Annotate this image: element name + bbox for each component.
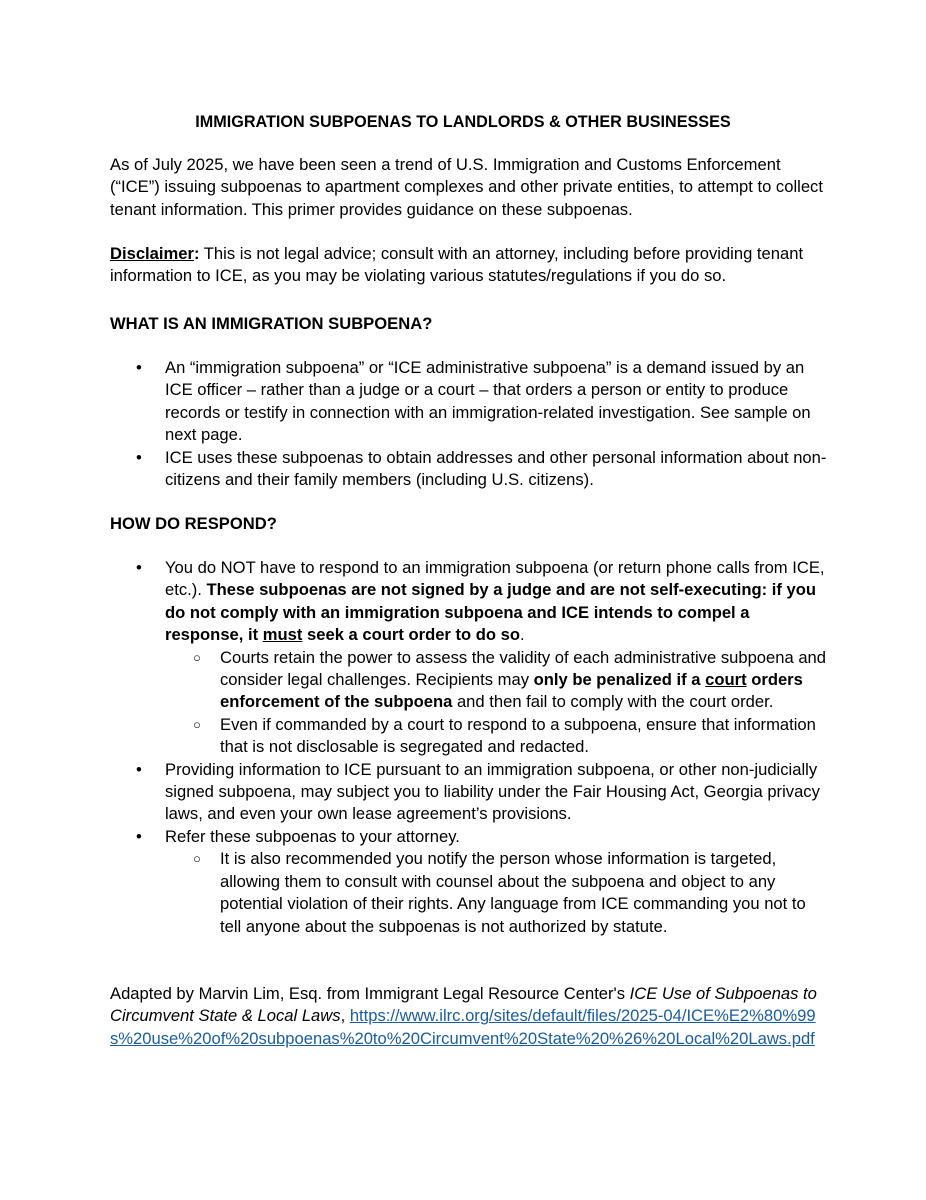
attribution-prefix: Adapted by Marvin Lim, Esq. from Immigrant Legal Resource Center's xyxy=(110,984,630,1003)
section-heading-how-respond: HOW DO RESPOND? xyxy=(110,514,277,533)
list-item: ○ Even if commanded by a court to respond to a subpoena, ensure that information that is not disclosable is segregated and redacted. xyxy=(165,714,830,759)
attribution-paragraph xyxy=(110,983,830,1050)
list-item xyxy=(110,557,830,759)
intro-paragraph: As of July 2025, we have been seen a trend of U.S. Immigration and Customs Enforcement (“ICE”) issuing subpoenas to apartment complexes and other private entities, to attempt to collect tenant information. This primer provides guidance on these subpoenas. xyxy=(110,155,823,219)
list-item: ○ It is also recommended you notify the person whose information is targeted, allowing them to consult with counsel about the subpoena and object to any potential violation of their rights. Any language from ICE commanding you not to tell anyone about the subpoenas is not authorized by statute. xyxy=(165,848,830,938)
courts-court: court xyxy=(705,670,747,690)
respond-must: must xyxy=(262,625,303,645)
section-heading-what-is: WHAT IS AN IMMIGRATION SUBPOENA? xyxy=(110,314,433,333)
list-item: • An “immigration subpoena” or “ICE administrative subpoena” is a demand issued by an ICE officer – rather than a judge or a court – that orders a person or entity to produce records or testify in connection with an immigration-related investigation. See sample on next page. xyxy=(110,357,830,447)
disclaimer-colon: : xyxy=(193,244,200,263)
respond-plain: You do NOT have to respond to an immigration subpoena (or return phone calls from ICE, etc.). xyxy=(165,558,825,600)
what-is-bullet-list xyxy=(110,357,830,491)
respond-bold: These subpoenas are not signed by a judge and are not self-executing: if you do not comply with an immigration subpoena and ICE intends to compel a response, it xyxy=(165,580,816,645)
courts-plain: Courts retain the power to assess the validity of each administrative subpoena and consider legal challenges. Recipients may xyxy=(220,647,827,690)
list-item: • ICE uses these subpoenas to obtain addresses and other personal information about non-citizens and their family members (including U.S. citizens). xyxy=(110,447,830,492)
document-title: IMMIGRATION SUBPOENAS TO LANDLORDS & OTHER BUSINESSES xyxy=(195,113,731,131)
how-respond-bullet-list xyxy=(110,557,830,938)
source-link[interactable]: https://www.ilrc.org/sites/default/files/2025-04/ICE%E2%80%99s%20use%20of%20subpoenas%20to%20Circumvent%20State%20%26%20Local%20Laws.pdf xyxy=(110,1006,816,1048)
refer-text: Refer these subpoenas to your attorney. xyxy=(165,826,460,846)
list-item xyxy=(165,647,830,714)
courts-bold: only be penalized if a xyxy=(533,670,706,690)
disclaimer-label: Disclaimer xyxy=(110,244,194,263)
list-item: • Providing information to ICE pursuant to an immigration subpoena, or other non-judicially signed subpoena, may subject you to liability under the Fair Housing Act, Georgia privacy laws, and even your own lease agreement’s provisions. xyxy=(110,759,830,826)
disclaimer-paragraph xyxy=(110,243,830,288)
attribution-separator: , xyxy=(340,1006,350,1026)
respond-bold-end: seek a court order to do so xyxy=(302,625,521,645)
courts-bold-end: orders enforcement of the subpoena xyxy=(220,670,803,712)
disclaimer-text: This is not legal advice; consult with an attorney, including before providing tenant information to ICE, as you may be violating various statutes/regulations if you do so. xyxy=(110,244,804,286)
respond-period: . xyxy=(520,625,525,645)
respond-sub-list xyxy=(165,647,830,759)
source-title: ICE Use of Subpoenas to Circumvent State & Local Laws xyxy=(110,984,817,1026)
list-item xyxy=(110,826,830,938)
courts-plain-end: and then fail to comply with the court order. xyxy=(452,692,774,712)
refer-sub-list xyxy=(165,848,830,938)
